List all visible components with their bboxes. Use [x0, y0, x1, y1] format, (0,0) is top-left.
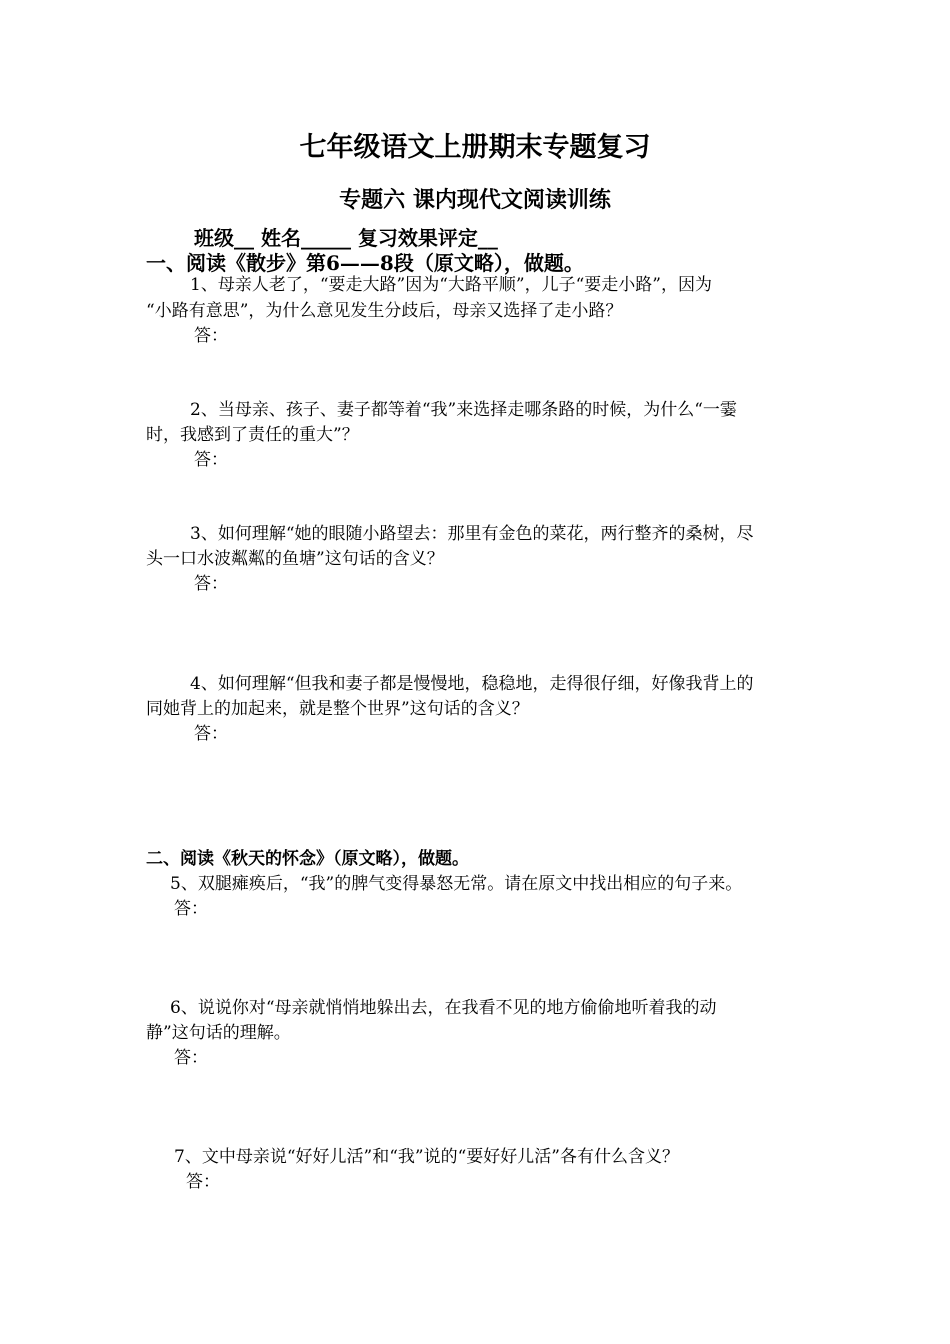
- question-2-line-2: 时，我感到了责任的重大”？: [146, 425, 359, 445]
- section-2-heading: 二、阅读《秋天的怀念》（原文略），做题。: [146, 849, 469, 869]
- question-3-answer-label: 答：: [194, 574, 228, 594]
- student-info-line: 班级__ 姓名_____ 复习效果评定__: [194, 226, 498, 250]
- question-6-answer-label: 答：: [174, 1048, 208, 1068]
- question-5-line-1: 5、双腿瘫痪后，“我”的脾气变得暴怒无常。请在原文中找出相应的句子来。: [170, 874, 743, 894]
- question-3-line-2: 头一口水波粼粼的鱼塘”这句话的含义？: [146, 549, 444, 569]
- question-1-line-1: 1、母亲人老了，“要走大路”因为“大路平顺”，儿子“要走小路”，因为: [190, 275, 712, 295]
- page-title: 七年级语文上册期末专题复习: [299, 132, 651, 163]
- question-2-answer-label: 答：: [194, 450, 228, 470]
- section-1-heading: 一、阅读《散步》第6——8段（原文略），做题。: [146, 251, 584, 275]
- question-5-answer-label: 答：: [174, 899, 208, 919]
- question-4-answer-label: 答：: [194, 724, 228, 744]
- question-1-answer-label: 答：: [194, 326, 228, 346]
- question-3-line-1: 3、如何理解“她的眼随小路望去：那里有金色的菜花，两行整齐的桑树，尽: [190, 524, 754, 544]
- question-7-answer-label: 答：: [186, 1172, 220, 1192]
- question-6-line-2: 静”这句话的理解。: [146, 1023, 291, 1043]
- question-4-line-2: 同她背上的加起来，就是整个世界”这句话的含义？: [146, 699, 529, 719]
- question-2-line-1: 2、当母亲、孩子、妻子都等着“我”来选择走哪条路的时候，为什么“一霎: [190, 400, 737, 420]
- question-6-line-1: 6、说说你对“母亲就悄悄地躲出去，在我看不见的地方偷偷地听着我的动: [170, 998, 717, 1018]
- question-7-line-1: 7、文中母亲说“好好儿活”和“我”说的“要好好儿活”各有什么含义？: [174, 1147, 679, 1167]
- page-subtitle: 专题六 课内现代文阅读训练: [339, 187, 611, 213]
- question-4-line-1: 4、如何理解“但我和妻子都是慢慢地，稳稳地，走得很仔细，好像我背上的: [190, 674, 754, 694]
- question-1-line-2: “小路有意思”，为什么意见发生分歧后，母亲又选择了走小路？: [146, 301, 623, 321]
